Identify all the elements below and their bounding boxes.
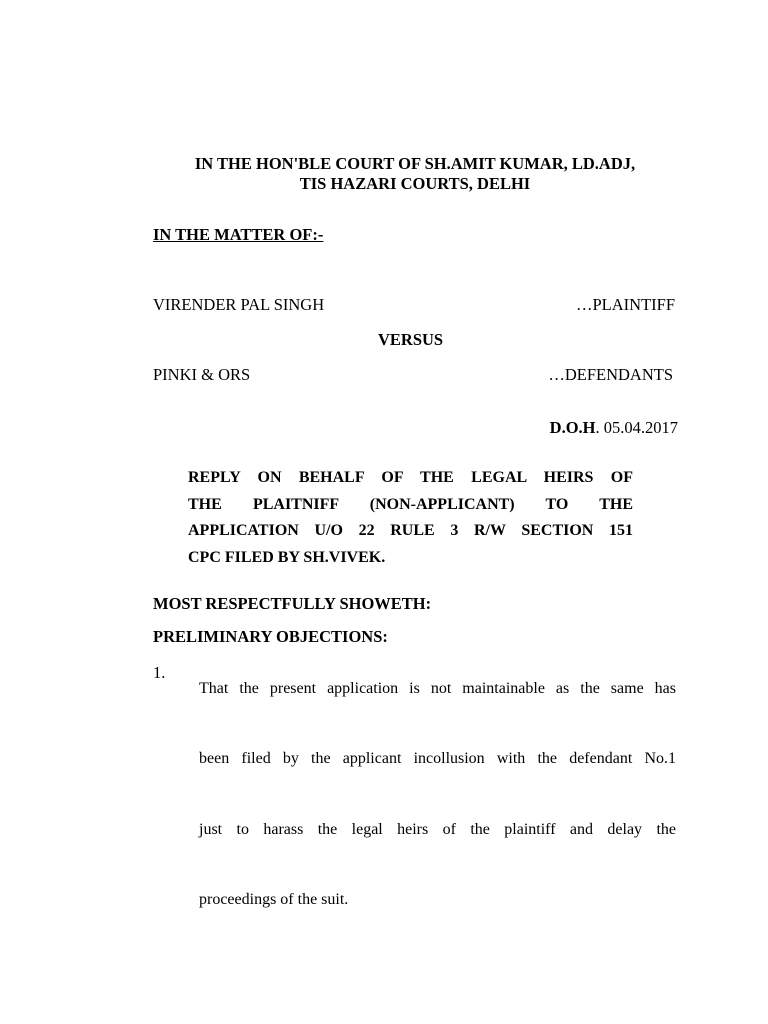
reply-title bbox=[188, 469, 633, 569]
court-heading-line-1: IN THE HON'BLE COURT OF SH.AMIT KUMAR, LD.ADJ, bbox=[194, 154, 636, 173]
objection-number: 1. bbox=[153, 663, 166, 682]
objection-line-1: That the present application is not maintainable as the same has bbox=[199, 680, 676, 697]
objection-line-4: proceedings of the suit. bbox=[199, 891, 349, 908]
reply-title-line-3: APPLICATION U/O 22 RULE 3 R/W SECTION 151 bbox=[188, 522, 633, 539]
matter-heading: IN THE MATTER OF:- bbox=[153, 225, 324, 244]
defendant-role: …DEFENDANTS bbox=[548, 365, 673, 384]
reply-title-line-2: THE PLAITNIFF (NON-APPLICANT) TO THE bbox=[188, 496, 633, 513]
showeth-heading: MOST RESPECTFULLY SHOWETH: bbox=[153, 594, 432, 613]
objection-line-2: been filed by the applicant incollusion with the defendant No.1 bbox=[199, 750, 676, 767]
versus-label: VERSUS bbox=[378, 330, 444, 349]
plaintiff-role: …PLAINTIFF bbox=[575, 295, 675, 314]
plaintiff-name: VIRENDER PAL SINGH bbox=[153, 295, 325, 314]
doh-date: . 05.04.2017 bbox=[595, 418, 678, 437]
objections-heading: PRELIMINARY OBJECTIONS: bbox=[153, 627, 388, 646]
reply-title-line-4: CPC FILED BY SH.VIVEK. bbox=[188, 549, 386, 566]
court-heading-line-2: TIS HAZARI COURTS, DELHI bbox=[299, 174, 531, 193]
reply-title-line-1: REPLY ON BEHALF OF THE LEGAL HEIRS OF bbox=[188, 469, 633, 486]
objection-line-3: just to harass the legal heirs of the plaintiff and delay the bbox=[199, 821, 676, 838]
defendant-name: PINKI & ORS bbox=[153, 365, 251, 384]
doh-label: D.O.H bbox=[549, 418, 596, 437]
date-of-hearing bbox=[550, 418, 678, 438]
